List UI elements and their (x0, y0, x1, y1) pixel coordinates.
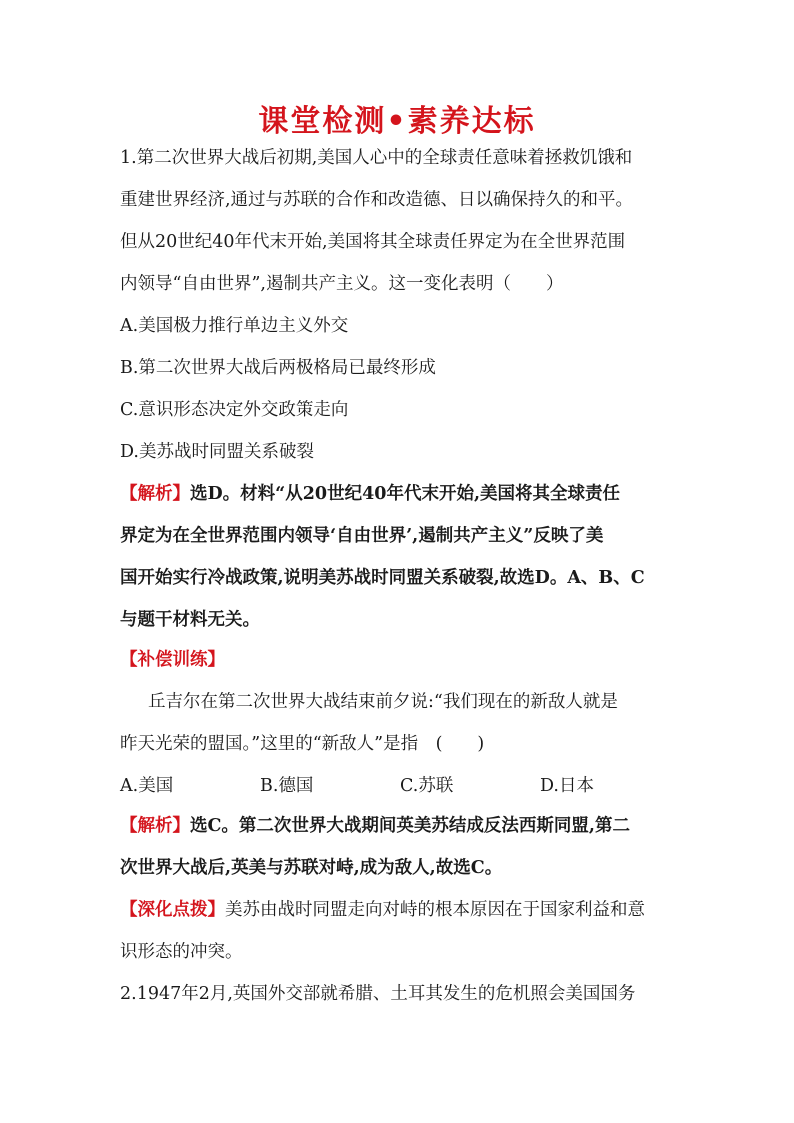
supplement-option-c: C.苏联 (400, 776, 454, 796)
question-1-option-b: B.第二次世界大战后两极格局已最终形成 (120, 358, 436, 378)
supplement-option-a: A.美国 (120, 776, 174, 796)
question-1-line-3: 但从20世纪40年代末开始,美国将其全球责任界定为在全世界范围 (120, 232, 626, 252)
deepen-text: 美苏由战时同盟走向对峙的根本原因在于国家利益和意 (225, 900, 645, 920)
question-1-analysis-line-2: 界定为在全世界范围内领导‘自由世界’,遏制共产主义”反映了美 (120, 526, 604, 546)
question-1-analysis-line-1 (120, 482, 680, 506)
question-1-line-1: 1.第二次世界大战后初期,美国人心中的全球责任意味着拯救饥饿和 (120, 148, 633, 168)
deepen-line-1 (120, 898, 680, 922)
supplement-option-d: D.日本 (540, 776, 594, 796)
page-title: 课堂检测•素养达标 (258, 104, 536, 139)
question-1-line-4: 内领导“自由世界”,遏制共产主义。这一变化表明（ ） (120, 274, 564, 294)
supplement-line-1: 丘吉尔在第二次世界大战结束前夕说:“我们现在的新敌人就是 (148, 692, 618, 712)
analysis-text: 选D。材料“从20世纪40年代末开始,美国将其全球责任 (190, 484, 621, 504)
analysis-text: 选C。第二次世界大战期间英美苏结成反法西斯同盟,第二 (190, 816, 631, 836)
question-1-analysis-line-4: 与题干材料无关。 (120, 610, 260, 630)
supplement-line-2: 昨天光荣的盟国。”这里的“新敌人”是指 ( ) (120, 734, 485, 754)
supplement-options (120, 774, 680, 798)
supplement-analysis-line-2: 次世界大战后,英美与苏联对峙,成为敌人,故选C。 (120, 858, 503, 878)
question-2-line-1: 2.1947年2月,英国外交部就希腊、土耳其发生的危机照会美国国务 (120, 984, 636, 1004)
deepen-line-2: 识形态的冲突。 (120, 942, 243, 962)
supplement-analysis-line-1 (120, 814, 680, 838)
supplement-tag: 【补偿训练】 (120, 650, 225, 670)
analysis-tag: 【解析】 (120, 816, 190, 836)
supplement-option-b: B.德国 (260, 776, 314, 796)
deepen-tag: 【深化点拨】 (120, 900, 225, 920)
question-1-analysis-line-3: 国开始实行冷战政策,说明美苏战时同盟关系破裂,故选D。A、B、C (120, 568, 645, 588)
analysis-tag: 【解析】 (120, 484, 190, 504)
question-1-option-a: A.美国极力推行单边主义外交 (120, 316, 349, 336)
question-1-option-d: D.美苏战时同盟关系破裂 (120, 442, 314, 462)
question-1-option-c: C.意识形态决定外交政策走向 (120, 400, 349, 420)
question-1-line-2: 重建世界经济,通过与苏联的合作和改造德、日以确保持久的和平。 (120, 190, 634, 210)
